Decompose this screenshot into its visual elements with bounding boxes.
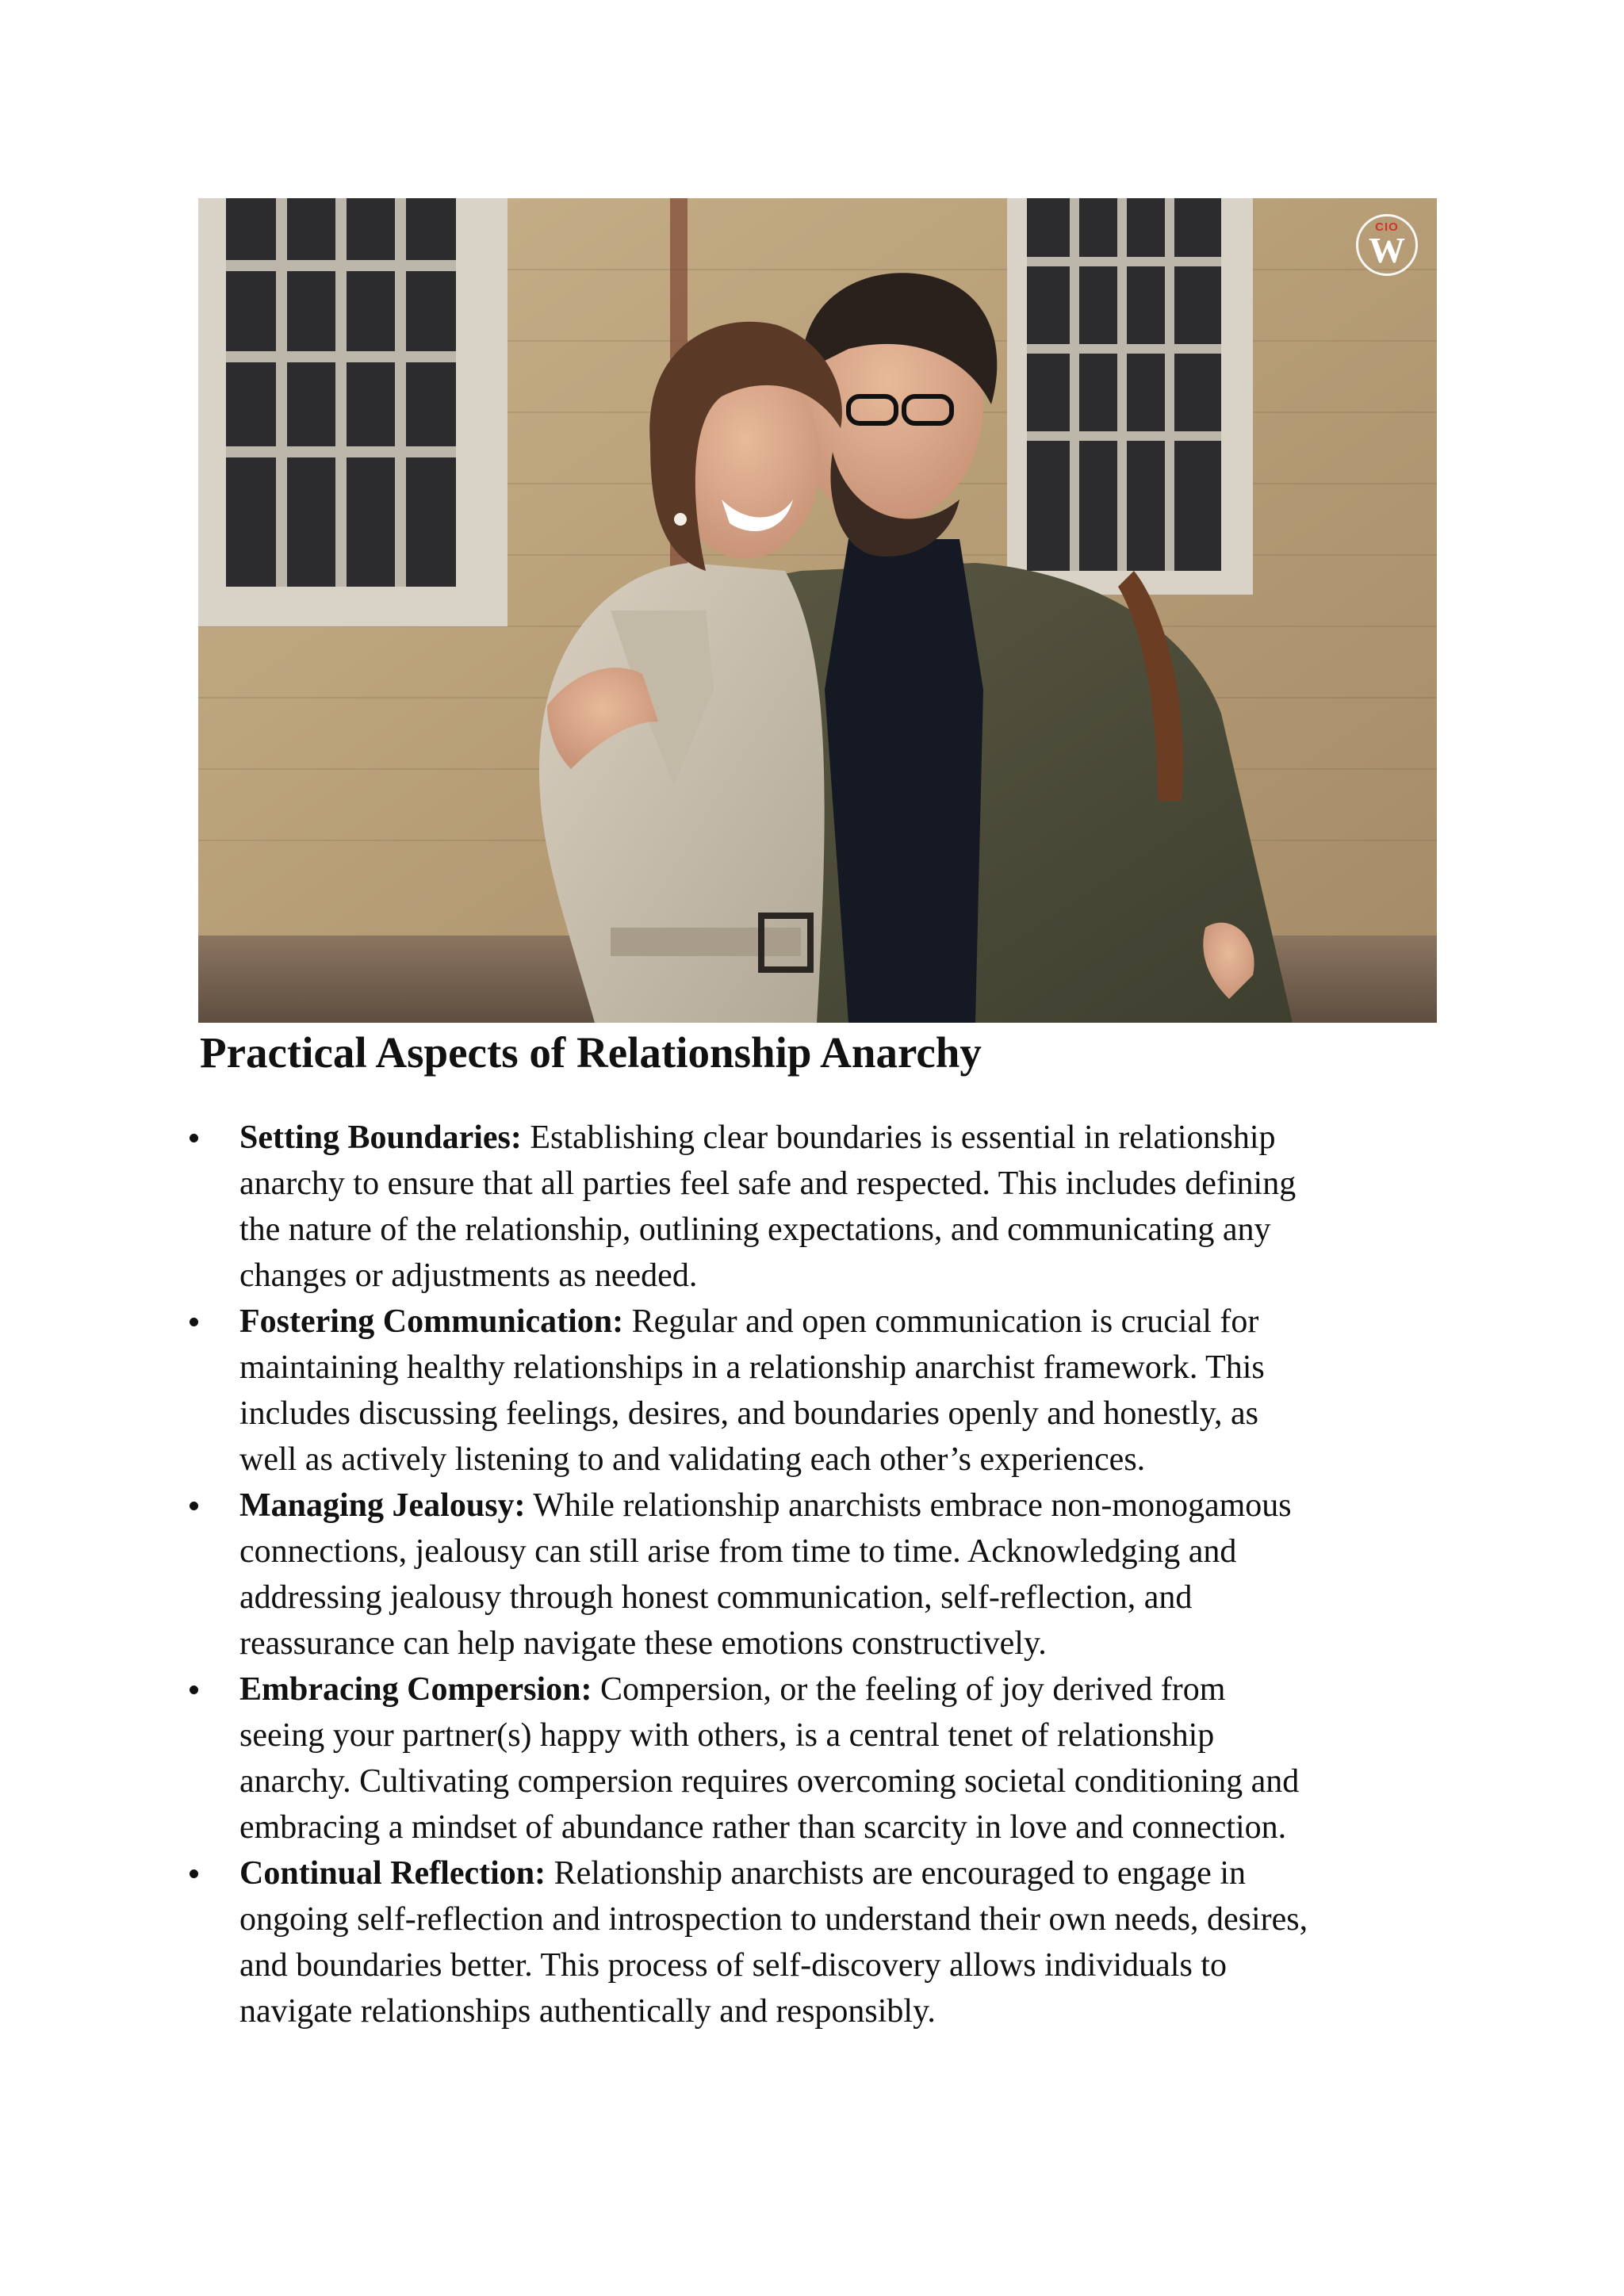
- bullet-text: anarchy to ensure that all parties feel safe and respected. This includes defining: [239, 1165, 1297, 1202]
- bullet-dot-icon: [190, 1686, 198, 1694]
- practical-aspects-list: [182, 1115, 1451, 2034]
- bullet-text: seeing your partner(s) happy with others, is a central tenet of relationship: [239, 1717, 1215, 1754]
- bullet-first-line: [239, 1299, 1451, 1345]
- bullet-text: navigate relationships authentically and responsibly.: [239, 1993, 936, 2030]
- couple-embracing-illustration: [198, 198, 1437, 1023]
- bullet-dot-icon: [190, 1134, 198, 1142]
- bullet-first-line: [239, 1115, 1451, 1161]
- bullet-text: Regular and open communication is crucial for: [623, 1303, 1259, 1340]
- logo-cio-text: CIO: [1375, 220, 1399, 234]
- bullet-first-line: [239, 1850, 1451, 1896]
- left-window: [198, 198, 508, 626]
- bullet-managing-jealousy: [182, 1483, 1451, 1667]
- bullet-text: well as actively listening to and validating each other’s experiences.: [239, 1441, 1146, 1478]
- bullet-text: changes or adjustments as needed.: [239, 1257, 698, 1294]
- bullet-text: includes discussing feelings, desires, and boundaries openly and honestly, as: [239, 1395, 1259, 1432]
- bullet-dot-icon: [190, 1502, 198, 1510]
- bullet-text: anarchy. Cultivating compersion requires overcoming societal conditioning and: [239, 1763, 1300, 1800]
- bullet-continual-reflection: [182, 1850, 1451, 2034]
- bullet-text: and boundaries better. This process of self-discovery allows individuals to: [239, 1947, 1227, 1984]
- bullet-first-line: [239, 1667, 1451, 1712]
- bullet-text: ongoing self-reflection and introspection to understand their own needs, desires,: [239, 1901, 1308, 1938]
- bullet-text: Relationship anarchists are encouraged to engage in: [546, 1855, 1246, 1892]
- bullet-term: Fostering Communication:: [239, 1303, 624, 1340]
- bullet-first-line: [239, 1483, 1451, 1529]
- bullet-text: Compersion, or the feeling of joy derived from: [592, 1671, 1226, 1708]
- bullet-text: reassurance can help navigate these emotions constructively.: [239, 1625, 1047, 1662]
- bullet-term: Embracing Compersion:: [239, 1671, 592, 1708]
- bullet-setting-boundaries: [182, 1115, 1451, 1299]
- bullet-dot-icon: [190, 1869, 198, 1878]
- bullet-term: Setting Boundaries:: [239, 1119, 522, 1156]
- cio-logo-badge: [1356, 214, 1418, 276]
- bullet-text: While relationship anarchists embrace non-monogamous: [525, 1487, 1292, 1524]
- logo-w-mark: W: [1369, 230, 1405, 270]
- bullet-text: addressing jealousy through honest communication, self-reflection, and: [239, 1579, 1193, 1616]
- bullet-text: embracing a mindset of abundance rather than scarcity in love and connection.: [239, 1809, 1287, 1846]
- bullet-term: Managing Jealousy:: [239, 1487, 526, 1524]
- bullet-embracing-compersion: [182, 1667, 1451, 1850]
- bullet-term: Continual Reflection:: [239, 1855, 546, 1892]
- bullet-text: maintaining healthy relationships in a relationship anarchist framework. This: [239, 1349, 1265, 1386]
- right-window: [1007, 198, 1253, 595]
- bullet-text: Establishing clear boundaries is essential in relationship: [521, 1119, 1276, 1156]
- bullet-dot-icon: [190, 1318, 198, 1326]
- hero-photo: [198, 198, 1437, 1023]
- section-heading: Practical Aspects of Relationship Anarchy: [200, 1028, 982, 1077]
- bullet-text: connections, jealousy can still arise from time to time. Acknowledging and: [239, 1533, 1237, 1570]
- bullet-fostering-communication: [182, 1299, 1451, 1483]
- bullet-text: the nature of the relationship, outlining expectations, and communicating any: [239, 1211, 1271, 1248]
